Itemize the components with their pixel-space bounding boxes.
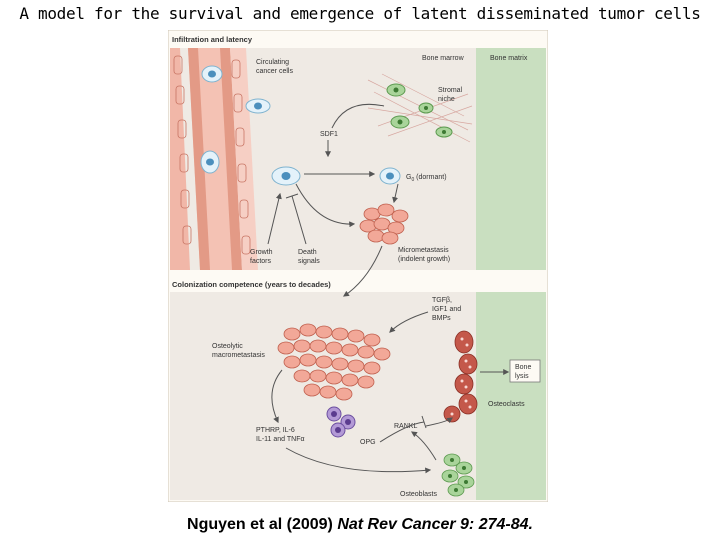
label-death-2: signals <box>298 258 320 265</box>
label-g0: $G_0$ (dormant) <box>406 174 447 183</box>
label-stromal-1: Stromal <box>438 87 463 94</box>
label-growth-1: Growth <box>250 249 273 256</box>
label-rankl: RANKL <box>394 423 418 430</box>
label-micromet-1: Micrometastasis <box>398 247 449 254</box>
label-pthrp-1: PTHRP, IL-6 <box>256 427 295 434</box>
top-bone-matrix <box>476 48 546 270</box>
label-micromet-2: (indolent growth) <box>398 256 451 263</box>
label-osteoclasts: Osteoclasts <box>488 401 525 408</box>
label-stromal-2: niche <box>438 96 455 103</box>
label-pthrp-2: IL-11 and TNFα <box>256 436 305 443</box>
label-osteoblasts: Osteoblasts <box>400 491 437 498</box>
label-bone-lysis-2: lysis <box>515 373 529 380</box>
label-bone-lysis-1: Bone <box>515 364 532 371</box>
label-growth-2: factors <box>250 258 272 265</box>
label-bone-matrix-top: Bone matrix <box>490 55 528 62</box>
label-bone-marrow: Bone marrow <box>422 55 464 62</box>
citation <box>0 516 720 534</box>
label-death-1: Death <box>298 249 317 256</box>
panel-top-title: Infiltration and latency <box>172 35 253 44</box>
label-sdf1: SDF1 <box>320 131 338 138</box>
panel-bottom-title: Colonization competence (years to decades) <box>172 280 331 289</box>
label-bmps: BMPs <box>432 315 451 322</box>
label-opg: OPG <box>360 439 376 446</box>
label-igf1: IGF1 and <box>432 306 462 313</box>
label-circulating-2: cancer cells <box>256 68 293 75</box>
label-osteolytic-1: Osteolytic <box>212 343 243 350</box>
label-tgfb: TGFβ, <box>432 297 452 304</box>
tumor-cell-model-figure <box>168 30 548 502</box>
extravasated-cell <box>272 167 300 185</box>
bottom-bone-matrix <box>476 292 546 500</box>
citation-authors: Nguyen et al (2009) <box>187 516 338 533</box>
dormant-cell <box>380 168 400 184</box>
slide-title: A model for the survival and emergence of latent disseminated tumor cells <box>19 4 701 23</box>
label-circulating-1: Circulating <box>256 59 290 66</box>
label-osteolytic-2: macrometastasis <box>212 352 265 359</box>
citation-journal: Nat Rev Cancer 9: 274-84. <box>337 516 533 533</box>
